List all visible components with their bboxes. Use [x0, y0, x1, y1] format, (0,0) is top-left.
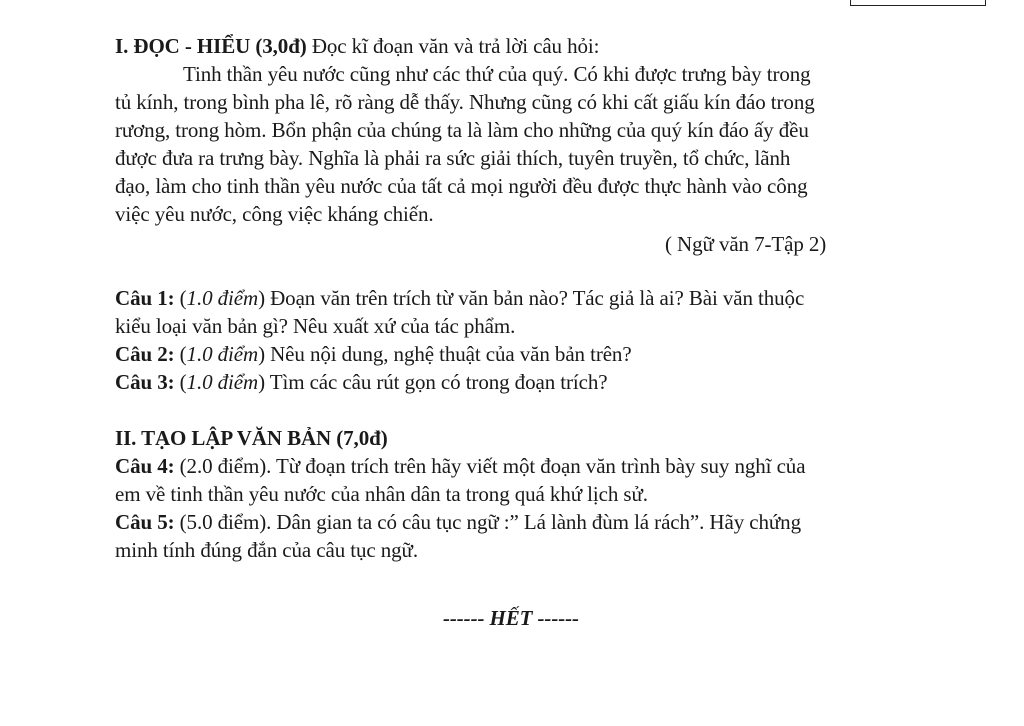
question-3-text: ) Tìm các câu rút gọn có trong đoạn trích? — [258, 370, 608, 394]
passage-line: Tinh thần yêu nước cũng như các thứ của quý. Có khi được trưng bày trong — [183, 62, 811, 86]
question-1-text: ) Đoạn văn trên trích từ văn bản nào? Tác giả là ai? Bài văn thuộc — [258, 286, 805, 310]
passage-line: được đưa ra trưng bày. Nghĩa là phải ra sức giải thích, tuyên truyền, tổ chức, lãnh — [115, 146, 791, 170]
question-5-text: (5.0 điểm). Dân gian ta có câu tục ngữ :” Lá lành đùm lá rách”. Hãy chứng — [174, 510, 801, 534]
end-marker: ------ HẾT ------ — [443, 606, 579, 630]
section-1-heading: I. ĐỌC - HIỂU (3,0đ) — [115, 34, 307, 58]
passage-line: việc yêu nước, công việc kháng chiến. — [115, 202, 434, 226]
question-1-points: 1.0 điểm — [186, 286, 259, 310]
top-frame-box — [850, 0, 986, 6]
passage-line: đạo, làm cho tinh thần yêu nước của tất cả mọi người đều được thực hành vào công — [115, 174, 808, 198]
question-1-open-paren: ( — [174, 286, 187, 310]
section-2-heading: II. TẠO LẬP VĂN BẢN (7,0đ) — [115, 426, 388, 450]
question-5-label: Câu 5: — [115, 510, 175, 534]
passage-source: ( Ngữ văn 7-Tập 2) — [665, 232, 827, 256]
question-3-open-paren: ( — [174, 370, 187, 394]
question-2-label: Câu 2: — [115, 342, 175, 366]
section-1-heading-line — [115, 33, 599, 60]
question-1-continued: kiểu loại văn bản gì? Nêu xuất xứ của tác phẩm. — [115, 314, 516, 338]
question-1 — [115, 285, 804, 312]
question-5 — [115, 509, 801, 536]
question-4-text: (2.0 điểm). Từ đoạn trích trên hãy viết một đoạn văn trình bày suy nghĩ của — [174, 454, 806, 478]
question-1-label: Câu 1: — [115, 286, 175, 310]
question-2-text: ) Nêu nội dung, nghệ thuật của văn bản trên? — [258, 342, 632, 366]
passage-line: tủ kính, trong bình pha lê, rõ ràng dễ thấy. Nhưng cũng có khi cất giấu kín đáo trong — [115, 90, 815, 114]
passage-line: rương, trong hòm. Bổn phận của chúng ta là làm cho những của quý kín đáo ấy đều — [115, 118, 809, 142]
question-3-label: Câu 3: — [115, 370, 175, 394]
section-1-instruction: Đọc kĩ đoạn văn và trả lời câu hỏi: — [306, 34, 600, 58]
question-2-open-paren: ( — [174, 342, 187, 366]
question-2 — [115, 341, 632, 368]
question-2-points: 1.0 điểm — [186, 342, 259, 366]
question-4-continued: em về tinh thần yêu nước của nhân dân ta trong quá khứ lịch sử. — [115, 482, 648, 506]
question-5-continued: minh tính đúng đắn của câu tục ngữ. — [115, 538, 418, 562]
question-3-points: 1.0 điểm — [186, 370, 259, 394]
question-4-label: Câu 4: — [115, 454, 175, 478]
question-3 — [115, 369, 607, 396]
question-4 — [115, 453, 805, 480]
